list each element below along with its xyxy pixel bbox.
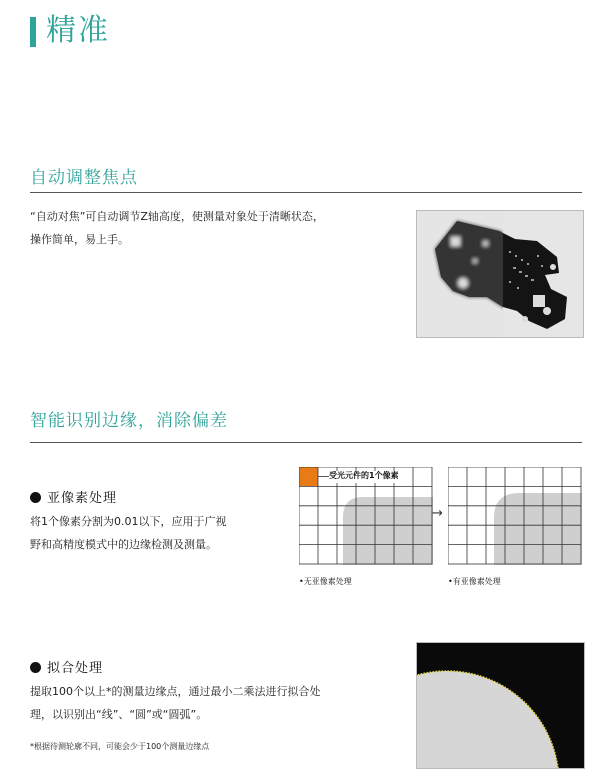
pixel-grid-right: [448, 467, 582, 565]
section-heading-edge: 智能识别边缘，消除偏差: [30, 411, 228, 431]
subpixel-line: 野和高精度模式中的边缘检测及测量。: [30, 538, 217, 551]
subpixel-line: 将1个像素分割为0.01以下，应用于广视: [30, 515, 227, 528]
circuit-board-photo: [416, 210, 584, 338]
grid-with-subpixel: [448, 467, 582, 565]
fitting-description: [30, 680, 400, 726]
section-divider: [30, 192, 582, 193]
circuit-board-illustration: [417, 211, 583, 337]
subpixel-title: 亚像素处理: [47, 491, 118, 506]
fitting-line: 提取100个以上*的测量边缘点，通过最小二乘法进行拟合处: [30, 685, 321, 698]
fitting-line: 理，以识别出“线”、“圆”或“圆弧”。: [30, 708, 208, 721]
section-heading-autofocus: 自动调整焦点: [30, 168, 138, 188]
bullet-icon: [30, 662, 41, 673]
fitting-footnote: *根据待测轮廓不同，可能会少于100个测量边缘点: [30, 742, 210, 751]
autofocus-line: “自动对焦”可自动调节Z轴高度，使测量对象处于清晰状态，: [30, 210, 324, 223]
caption-with-subpixel: •有亚像素处理: [448, 577, 501, 586]
page-title: 精准: [46, 13, 110, 48]
pixel-label: 受光元件的1个像素: [329, 471, 399, 480]
title-accent-bar: [30, 17, 36, 47]
fitting-title: 拟合处理: [47, 661, 104, 676]
circle-fit-photo: [416, 642, 585, 769]
subpixel-description: [30, 510, 290, 556]
circle-fit-illustration: [417, 643, 584, 768]
arrow-icon: →: [432, 506, 443, 521]
grid-without-subpixel: [299, 467, 433, 565]
subpixel-heading: [30, 487, 117, 506]
autofocus-description: [30, 205, 400, 251]
highlighted-pixel: [299, 467, 318, 486]
section-divider: [30, 442, 582, 443]
autofocus-line: 操作简单，易上手。: [30, 233, 129, 246]
caption-without-subpixel: •无亚像素处理: [299, 577, 352, 586]
bullet-icon: [30, 492, 41, 503]
pixel-grid-left: [299, 467, 433, 565]
fitting-heading: [30, 657, 103, 676]
